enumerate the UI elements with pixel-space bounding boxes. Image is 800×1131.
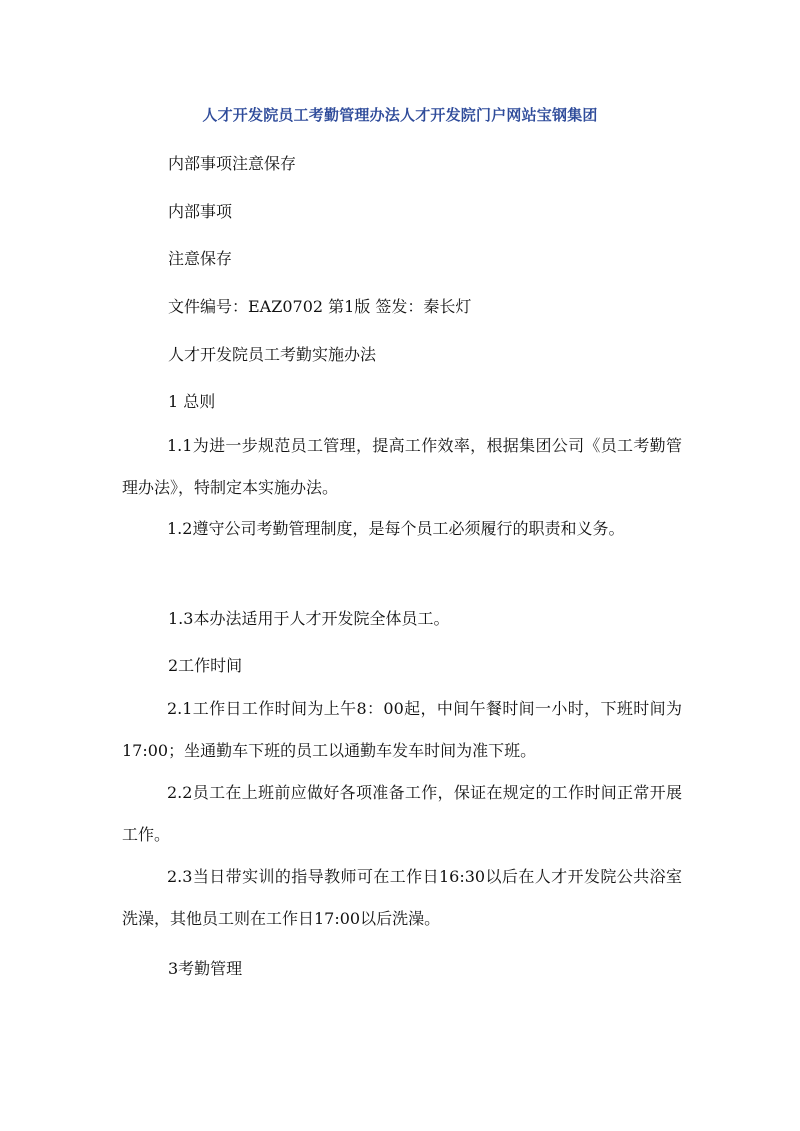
paragraph-2-3: 2.3当日带实训的指导教师可在工作日16:30以后在人才开发院公共浴室洗澡，其他员工则在工作日17:00以后洗澡。 xyxy=(122,867,682,928)
header-line-internal: 内部事项 xyxy=(168,202,233,221)
paragraph-1-1: 1.1为进一步规范员工管理，提高工作效率，根据集团公司《员工考勤管理办法》，特制定本实施办法。 xyxy=(122,436,682,497)
paragraph-2-2: 2.2员工在上班前应做好各项准备工作，保证在规定的工作时间正常开展工作。 xyxy=(122,783,682,844)
document-subtitle: 人才开发院员工考勤实施办法 xyxy=(168,345,377,364)
header-line-keep: 注意保存 xyxy=(168,249,233,268)
file-number-line: 文件编号：EAZ0702 第1版 签发：秦长灯 xyxy=(168,297,472,316)
paragraph-1-2: 1.2遵守公司考勤管理制度，是每个员工必须履行的职责和义务。 xyxy=(167,519,625,538)
document-title: 人才开发院员工考勤管理办法人才开发院门户网站宝钢集团 xyxy=(202,106,598,124)
section-heading-general: 1 总则 xyxy=(168,392,216,411)
header-line-internal-notice: 内部事项注意保存 xyxy=(168,154,297,173)
section-heading-attendance: 3考勤管理 xyxy=(168,959,243,978)
paragraph-2-1: 2.1工作日工作时间为上午8：00起，中间午餐时间一小时，下班时间为17:00；坐通勤车下班的员工以通勤车发车时间为准下班。 xyxy=(122,699,682,760)
section-heading-work-time: 2工作时间 xyxy=(168,656,243,675)
paragraph-1-3: 1.3本办法适用于人才开发院全体员工。 xyxy=(168,609,450,628)
